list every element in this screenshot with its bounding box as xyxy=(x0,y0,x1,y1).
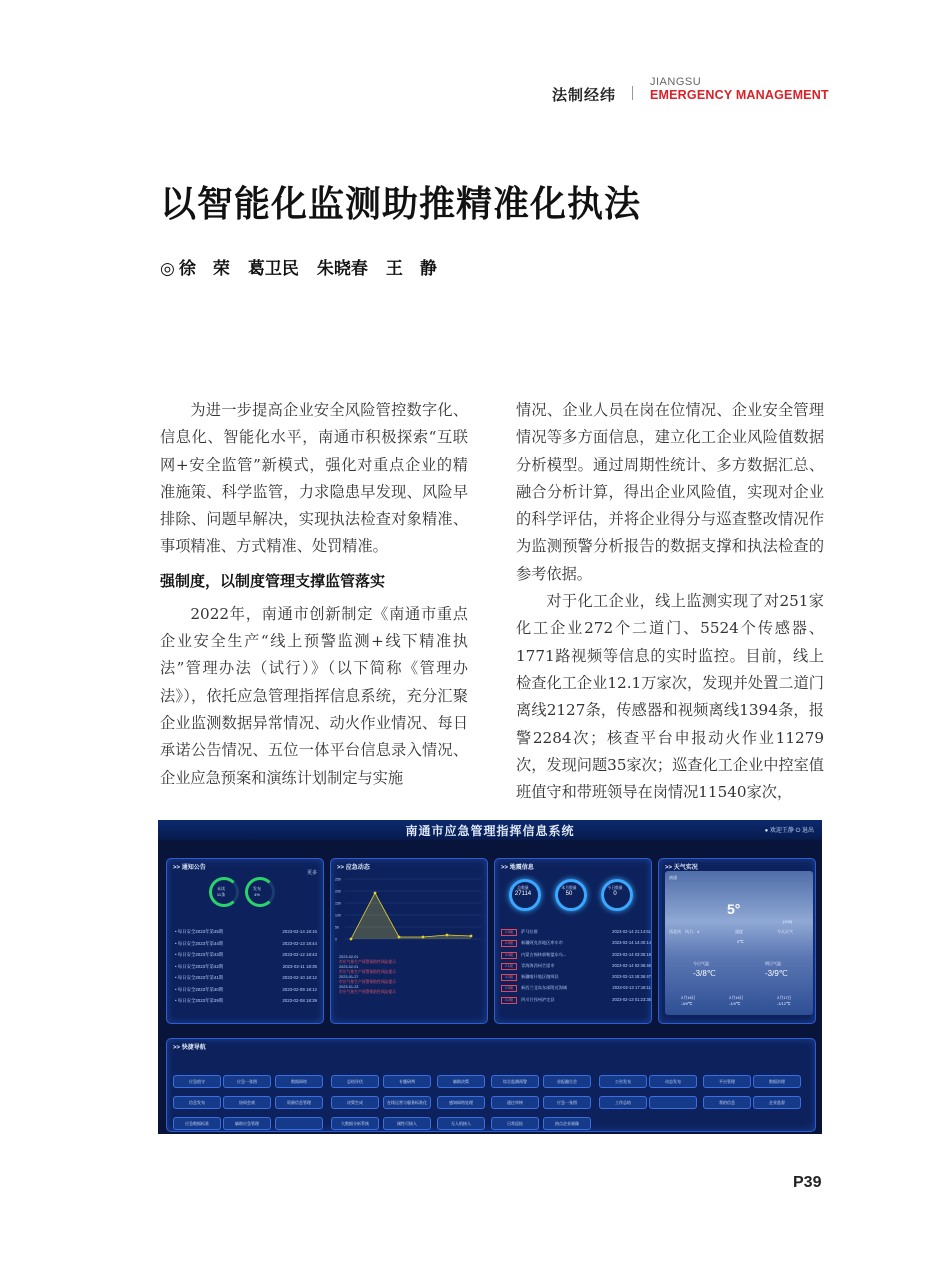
alert-list xyxy=(339,955,479,995)
data-point xyxy=(350,938,353,941)
paragraph: 情况、企业人员在岗在位情况、企业安全管理情况等多方面信息，建立化工企业风险值数据分析模型。通过周期性统计、多方数据汇总、融合分析计算，得出企业风险值，实现对企业的科学评估，并将企业得分与巡查整改情况作为监测预警分析报告的数据支撑和执法检查的参考依据。 xyxy=(516,401,824,583)
alert-date: 2023-02-01 xyxy=(339,955,359,959)
nav-button[interactable]: 应急一张图 xyxy=(223,1075,271,1088)
nav-button[interactable]: 总结评估 xyxy=(331,1075,379,1088)
weather-temp-now: 5℃ xyxy=(737,939,744,944)
notice-row[interactable]: • 每日安全2023年第43期 2023-02-12 18:43 xyxy=(175,952,317,964)
notice-row[interactable]: • 每日安全2023年第39期 2023-02-08 18:39 xyxy=(175,998,317,1010)
weather-now-label: 今天天气 xyxy=(777,929,793,934)
alert-text[interactable]: 市应气象生产预警预防性风险提示 xyxy=(339,960,396,964)
weather-aqi: (100) xyxy=(783,919,793,924)
nav-button[interactable]: 辅助应急管理 xyxy=(223,1117,271,1130)
panel-weather xyxy=(658,858,816,1024)
gauge-unread-text: 未读 11条 xyxy=(216,886,226,897)
nav-button[interactable]: 在线运营与服务标准化 xyxy=(383,1096,431,1109)
forecast-day: 2月17日 -1/12℃ xyxy=(777,995,792,1006)
earthquake-row[interactable]: 2.0级 新西兰北岛东部附近海域 2023-02-13 17:18:11 xyxy=(501,985,651,996)
panel-title: >> 快捷导航 xyxy=(173,1045,206,1051)
user-info xyxy=(765,825,814,835)
paragraph: 为进一步提高企业安全风险管控数字化、信息化、智能化水平，南通市积极探索“互联网+安全监管”新模式，强化对重点企业的精准施策、科学监管，力求隐患早发现、风险早排除、问题早解决，实现执法检查对象精准、事项精准、方式精准、处罚精准。 xyxy=(160,401,468,556)
nav-button[interactable]: 资源信息管理 xyxy=(275,1096,323,1109)
nav-button[interactable]: 动态发布 xyxy=(649,1075,697,1088)
article-title: 以智能化监测助推精准化执法 xyxy=(160,184,642,225)
nav-button[interactable]: 感知网络处理 xyxy=(437,1096,485,1109)
weather-wind: 西北风 风力：4 xyxy=(669,929,700,934)
body-column-left xyxy=(160,397,468,792)
nav-button[interactable]: 数据治理 xyxy=(753,1075,801,1088)
author-line xyxy=(160,254,455,279)
earthquake-row[interactable]: 2.0级 新疆阿克苏地区库车市 2023-02-14 14:40:14 xyxy=(501,940,651,951)
section-heading: 强制度，以制度管理支撑监管落实 xyxy=(160,571,386,590)
y-tick-label: 200 xyxy=(335,889,341,894)
area-fill xyxy=(351,893,471,939)
gauge-published-text: 发布 4% xyxy=(253,886,261,897)
panel-earthquake xyxy=(494,858,652,1024)
earthquake-row[interactable]: 3.2级 四川甘孜州泸定县 2023-02-13 01:23:35 xyxy=(501,997,651,1008)
user-icon: ● xyxy=(764,828,769,834)
paragraph: 对于化工企业，线上监测实现了对251家化工企业272个二道门、5524个传感器、1771路视频等信息的实时监控。目前，线上检查化工企业12.1万家次，发现并处置二道门离线2127条，传感器和视频离线1394条，报警2284次；核查平台申报动火作业11279次，发现问题35家次；巡查化工企业中控室值班值守和带班领导在岗情况11540家次， xyxy=(516,592,824,802)
ring-month-text: 本月数量 50 xyxy=(561,886,577,897)
dynamics-chart xyxy=(333,871,483,951)
panel-title: >> 通知公告 xyxy=(173,865,206,871)
notice-row[interactable]: • 每日安全2023年第40期 2023-02-09 18:12 xyxy=(175,987,317,999)
region-label: JIANGSU xyxy=(650,76,702,88)
author-name: 王 静 xyxy=(385,259,437,279)
tomorrow-label: 明日气温 xyxy=(765,961,781,966)
weather-card xyxy=(665,871,813,1015)
alert-text[interactable]: 市应气象生产预警预防性风险提示 xyxy=(339,980,396,984)
weather-temp: 5° xyxy=(727,901,741,917)
nav-button[interactable]: 企业监督 xyxy=(753,1096,801,1109)
panel-notice xyxy=(166,858,324,1024)
paragraph: 2022年，南通市创新制定《南通市重点企业安全生产“线上预警监测+线下精准执法”管理办法（试行）》（以下简称《管理办法》），依托应急管理指挥信息系统，充分汇聚企业监测数据异常情况、动火作业情况、每日承诺公告情况、五位一体平台信息录入情况、企业应急预案和演练计划制定与实施 xyxy=(160,604,468,787)
magazine-name: EMERGENCY MANAGEMENT xyxy=(650,88,829,102)
nav-button[interactable]: 辅助决策 xyxy=(437,1075,485,1088)
author-name: 葛卫民 xyxy=(247,259,299,279)
user-name: 欢迎王静 xyxy=(769,828,794,834)
nav-button[interactable]: 综合监测预警 xyxy=(491,1075,539,1088)
nav-button[interactable]: 通过审核 xyxy=(491,1096,539,1109)
body-column-right xyxy=(516,397,824,806)
weather-humidity: 湿度 xyxy=(735,929,743,934)
notice-row[interactable]: • 每日安全2023年第44期 2023-02-13 18:44 xyxy=(175,941,317,953)
nav-button[interactable]: 平台管理 xyxy=(703,1075,751,1088)
data-point xyxy=(470,935,473,938)
panel-title: >> 天气实况 xyxy=(665,865,698,871)
nav-button[interactable]: 日常巡检 xyxy=(491,1117,539,1130)
earthquake-row[interactable]: 2.0级 萨马拉群 2023-02-14 21:14:51 xyxy=(501,929,651,940)
y-tick-label: 150 xyxy=(335,901,341,906)
notice-row[interactable]: • 每日安全2023年第42期 2023-02-11 18:35 xyxy=(175,964,317,976)
panel-dynamics xyxy=(330,858,488,1024)
dashboard-screenshot xyxy=(158,820,822,1134)
ring-total-text: 总数量 27114 xyxy=(514,886,532,897)
nav-button[interactable]: 应急数据标准 xyxy=(173,1117,221,1130)
author-mark-icon: ◎ xyxy=(160,259,175,279)
nav-button[interactable]: 刚性可接入 xyxy=(383,1117,431,1130)
y-tick-label: 250 xyxy=(335,877,341,882)
today-range: -3/8℃ xyxy=(693,969,716,978)
alert-text[interactable]: 市应气象生产预警预防性风险提示 xyxy=(339,970,396,974)
page-number: P39 xyxy=(793,1174,822,1191)
earthquake-row[interactable]: 3.0级 内蒙古锡林郭勒盟东乌... 2023-02-14 03:35:18 xyxy=(501,952,651,963)
nav-button[interactable]: 我的信息 xyxy=(703,1096,751,1109)
alert-text[interactable]: 市应气象生产预警预防性风险提示 xyxy=(339,990,396,994)
data-point xyxy=(422,936,425,939)
earthquake-row[interactable]: 3.2级 新疆喀什地区伽师县 2023-02-13 18:36:47 xyxy=(501,974,651,985)
notice-list xyxy=(175,929,317,1010)
notice-row[interactable]: • 每日安全2023年第41期 2023-02-10 18:12 xyxy=(175,975,317,987)
panel-title: >> 地震信息 xyxy=(501,865,534,871)
nav-button[interactable]: 协同会商 xyxy=(223,1096,271,1109)
nav-button[interactable]: 热点企业画像 xyxy=(543,1117,591,1130)
forecast-day: 2月16日 -3/9℃ xyxy=(681,995,696,1006)
more-link[interactable]: 更多 xyxy=(306,870,317,876)
ring-today-text: 今日数量 0 xyxy=(607,886,623,897)
y-tick-label: 0 xyxy=(335,937,337,942)
nav-button[interactable] xyxy=(649,1096,697,1109)
nav-button[interactable]: 应急值守 xyxy=(173,1075,221,1088)
forecast-day: 2月16日 -1/9℃ xyxy=(729,995,744,1006)
today-label: 今日气温 xyxy=(693,961,709,966)
header-divider xyxy=(632,86,633,100)
nav-button[interactable]: 应急一张图 xyxy=(543,1096,591,1109)
alert-date: 2023-01-23 xyxy=(339,985,359,989)
nav-button[interactable]: 决策生成 xyxy=(331,1096,379,1109)
alert-date: 2023-01-27 xyxy=(339,975,359,979)
nav-button[interactable]: 工作总结 xyxy=(599,1096,647,1109)
exit-button[interactable]: 退出 xyxy=(801,828,814,834)
author-name: 朱晓春 xyxy=(316,259,368,279)
notice-row[interactable]: • 每日安全2023年第45期 2023-02-14 18:16 xyxy=(175,929,317,941)
alert-date: 2023-02-01 xyxy=(339,965,359,969)
tomorrow-range: -3/9℃ xyxy=(765,969,788,978)
nav-button[interactable]: 公告发布 xyxy=(599,1075,647,1088)
data-point xyxy=(446,934,449,937)
data-point xyxy=(374,892,377,895)
panel-quick-nav xyxy=(166,1038,816,1132)
y-tick-label: 100 xyxy=(335,913,341,918)
dashboard-title: 南通市应急管理指挥信息系统 xyxy=(405,824,575,838)
data-point xyxy=(398,936,401,939)
nav-button[interactable]: 首报融合会 xyxy=(543,1075,591,1088)
y-tick-label: 50 xyxy=(335,925,339,930)
section-label: 法制经纬 xyxy=(552,86,617,104)
nav-button[interactable]: 数据网络 xyxy=(275,1075,323,1088)
nav-button[interactable]: 无人机接入 xyxy=(437,1117,485,1130)
nav-button[interactable]: 信息发布 xyxy=(173,1096,221,1109)
nav-button[interactable]: 专题研判 xyxy=(383,1075,431,1088)
nav-button[interactable]: 大数据分析系统 xyxy=(331,1117,379,1130)
weather-city: 南通 xyxy=(669,875,677,880)
author-name: 徐 荣 xyxy=(178,259,230,279)
exit-icon: ⏻ xyxy=(795,828,801,834)
panel-title: >> 应急动态 xyxy=(337,865,370,871)
earthquake-list xyxy=(501,929,651,1008)
earthquake-row[interactable]: 2.1级 青海海西州芒崖市 2023-02-14 02:36:46 xyxy=(501,963,651,974)
nav-button[interactable] xyxy=(275,1117,323,1130)
